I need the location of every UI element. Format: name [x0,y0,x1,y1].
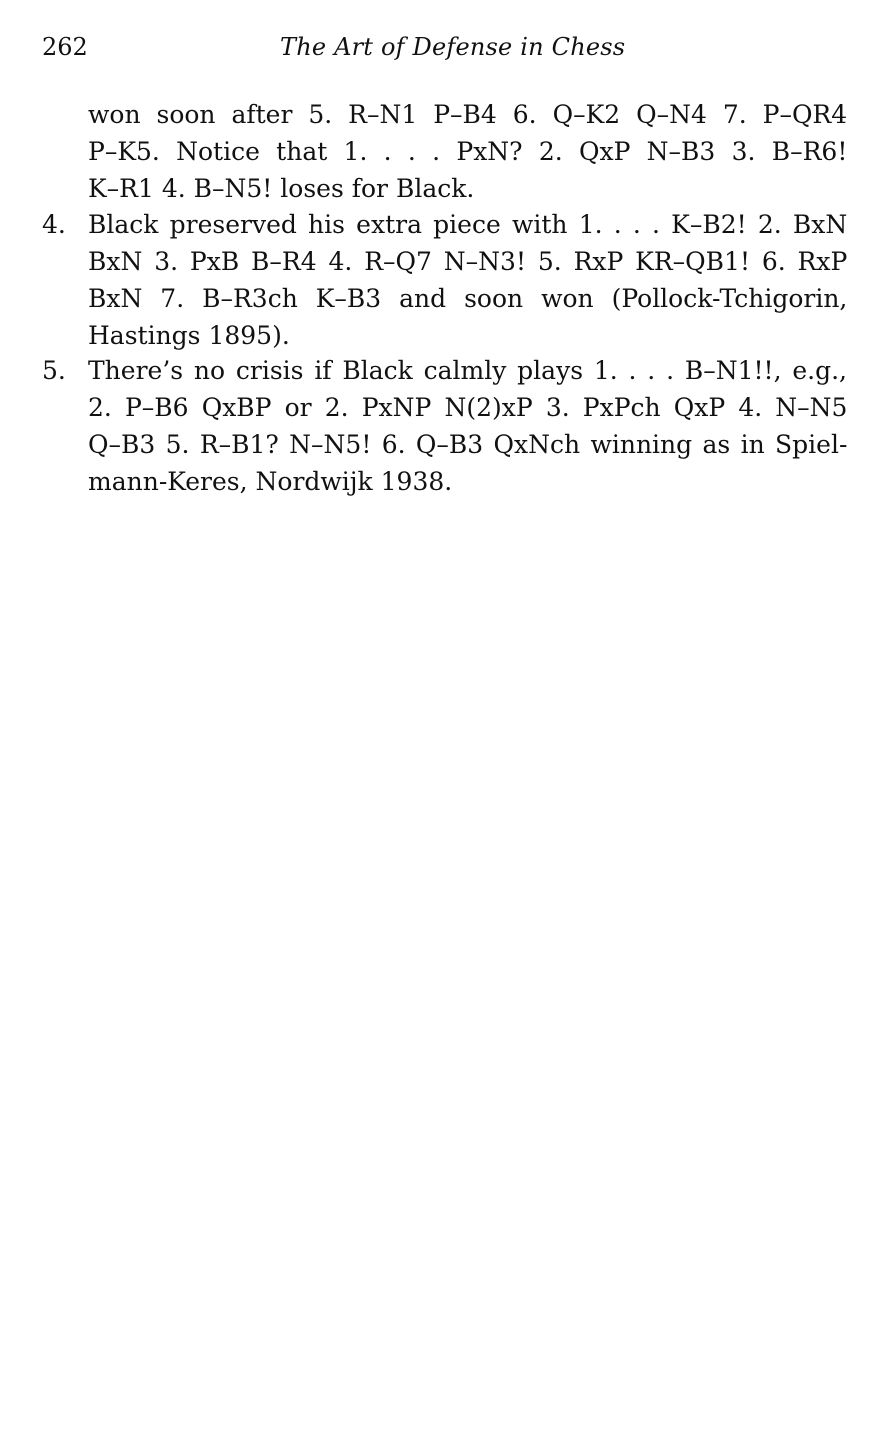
text-line: BxN 7. B–R3ch K–B3 and soon won (Pollock-Tchigorin, [88,284,848,313]
text-line: Q–B3 5. R–B1? N–N5! 6. Q–B3 QxNch winning as in Spiel- [88,430,848,459]
text-line: mann-Keres, Nordwijk 1938. [88,467,453,496]
text-line: BxN 3. PxB B–R4 4. R–Q7 N–N3! 5. RxP KR–QB1! 6. RxP [88,247,848,276]
text-line: There’s no crisis if Black calmly plays 1. . . . B–N1!!, e.g., [88,356,847,385]
text-line: K–R1 4. B–N5! loses for Black. [88,174,475,203]
running-title: The Art of Defense in Chess [280,33,626,61]
note-text [88,206,847,354]
note-number: 4. [42,210,66,239]
text-line: P–K5. Notice that 1. . . . PxN? 2. QxP N–B3 3. B–R6! [88,137,848,166]
note-number: 5. [42,356,66,385]
text-line: won soon after 5. R–N1 P–B4 6. Q–K2 Q–N4 7. P–QR4 [88,100,848,129]
page-number: 262 [42,33,88,61]
text-line: 2. P–B6 QxBP or 2. PxNP N(2)xP 3. PxPch QxP 4. N–N5 [88,393,848,422]
text-line: Hastings 1895). [88,321,290,350]
continuation-paragraph [88,96,847,207]
text-line: Black preserved his extra piece with 1. . . . K–B2! 2. BxN [88,210,848,239]
running-head [42,30,839,66]
note-text [88,352,847,500]
